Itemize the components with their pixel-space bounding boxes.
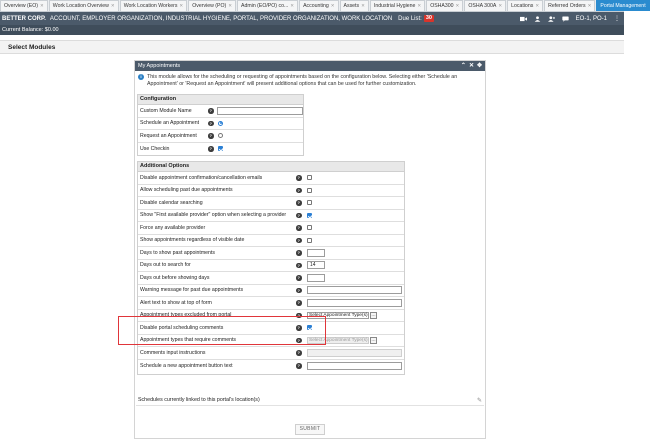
- tab-label: Accounting: [303, 3, 329, 9]
- close-icon[interactable]: ✕: [330, 3, 335, 8]
- section-title: Select Modules: [0, 40, 624, 54]
- help-icon[interactable]: ?: [209, 146, 212, 151]
- excluded-types-select[interactable]: Select Appointment Type(s): [309, 312, 368, 318]
- configuration-box: [137, 94, 304, 156]
- row-label: Disable appointment confirmation/cancellation emails: [140, 174, 263, 181]
- row-label: Show "First available provider" option when selecting a provider: [140, 212, 287, 219]
- tab-label: Overview (EO): [4, 3, 39, 9]
- help-icon[interactable]: ?: [297, 312, 300, 318]
- show-regardless-date-checkbox[interactable]: [307, 238, 312, 243]
- panel-title-bar: [135, 61, 485, 71]
- tab-label: Assets: [343, 3, 360, 9]
- row-label: Force any available provider: [140, 224, 206, 231]
- option-row: [138, 347, 404, 360]
- due-count-badge: 30: [425, 15, 432, 21]
- chevron-up-icon[interactable]: ⌃: [460, 63, 466, 69]
- disable-calendar-search-checkbox[interactable]: [307, 200, 312, 205]
- help-icon[interactable]: ?: [209, 120, 212, 126]
- help-icon[interactable]: ?: [297, 225, 300, 230]
- entity-code: EO-1, PO-1: [575, 15, 607, 22]
- option-row: [138, 247, 404, 260]
- row-label: Comments input instructions: [140, 349, 206, 356]
- linked-schedules-row: [136, 395, 484, 406]
- request-appointment-radio[interactable]: [218, 133, 223, 138]
- tab-label: Locations: [511, 3, 534, 9]
- close-icon[interactable]: ✕: [361, 3, 365, 8]
- move-icon[interactable]: ✥: [476, 63, 482, 69]
- tab-label: Work Location Overview: [52, 3, 109, 9]
- help-icon[interactable]: ?: [297, 363, 300, 368]
- module-panel: [134, 60, 486, 439]
- row-label: Days out before showing days: [140, 274, 210, 281]
- help-icon[interactable]: ?: [297, 325, 300, 330]
- option-row: [138, 260, 404, 273]
- panel-title: My Appointments: [138, 63, 181, 69]
- option-row: [138, 172, 404, 185]
- comments-instructions-input[interactable]: [307, 349, 402, 357]
- info-icon: i: [138, 74, 144, 80]
- allow-past-due-checkbox[interactable]: [307, 188, 312, 193]
- option-row: [138, 185, 404, 198]
- tab-osha300a[interactable]: [464, 0, 506, 11]
- video-icon[interactable]: [520, 16, 527, 22]
- close-icon[interactable]: ✕: [498, 3, 503, 8]
- help-icon[interactable]: ?: [297, 262, 300, 268]
- config-row-module-name: [138, 105, 303, 118]
- more-icon[interactable]: …: [371, 311, 376, 317]
- help-icon[interactable]: ?: [209, 133, 212, 138]
- tab-label: Referred Orders: [548, 3, 586, 9]
- disable-confirmation-emails-checkbox[interactable]: [307, 175, 312, 180]
- more-icon[interactable]: …: [371, 336, 376, 342]
- option-row: [138, 235, 404, 248]
- help-icon[interactable]: ?: [297, 175, 300, 180]
- close-icon[interactable]: ✕: [587, 3, 592, 8]
- new-appointment-button-text-input[interactable]: [307, 362, 402, 370]
- tab-locations[interactable]: [507, 0, 543, 11]
- row-label: Use Checkin: [140, 145, 170, 152]
- tab-label: Overview (PO): [192, 3, 227, 9]
- row-label: Disable portal scheduling comments: [140, 324, 224, 331]
- tab-label: Work Location Workers: [123, 3, 178, 9]
- schedule-appointment-radio[interactable]: [218, 121, 223, 126]
- option-row: [138, 297, 404, 310]
- submit-button[interactable]: SUBMIT: [295, 424, 325, 435]
- days-before-showing-input[interactable]: [307, 274, 325, 282]
- close-icon[interactable]: ✕: [110, 3, 115, 8]
- custom-module-name-input[interactable]: [217, 107, 303, 115]
- tab-work-location-overview[interactable]: [49, 0, 119, 11]
- past-due-warning-input[interactable]: [307, 286, 402, 294]
- tab-label: Portal Management: [600, 3, 646, 9]
- current-balance: Current Balance: $0.00: [0, 25, 624, 35]
- require-comments-types-select[interactable]: Select Appointment Type(s): [309, 337, 368, 343]
- row-label: Schedule a new appointment button text: [140, 362, 233, 369]
- row-label: Allow scheduling past due appointments: [140, 187, 233, 194]
- org-types: ACCOUNT, EMPLOYER ORGANIZATION, INDUSTRIAL HYGIENE, PORTAL, PROVIDER ORGANIZATION, WORK LOCATION: [49, 15, 393, 22]
- info-note: [135, 71, 485, 91]
- config-row-schedule: [138, 118, 303, 131]
- row-label: Custom Module Name: [140, 107, 192, 114]
- close-icon[interactable]: ✕: [40, 3, 44, 8]
- row-label: Days out to search for: [140, 262, 191, 269]
- option-row: [138, 222, 404, 235]
- days-past-appointments-input[interactable]: [307, 249, 325, 257]
- org-name: BETTER CORP.: [2, 15, 46, 22]
- due-list[interactable]: [398, 15, 434, 22]
- tab-industrial-hygiene[interactable]: [370, 0, 425, 11]
- help-icon[interactable]: ?: [297, 300, 300, 305]
- tab-accounting[interactable]: [299, 0, 338, 11]
- close-icon[interactable]: ✕: [417, 3, 422, 8]
- pencil-icon[interactable]: ✎: [476, 398, 482, 404]
- configuration-title: Configuration: [138, 95, 303, 105]
- tab-label: Industrial Hygiene: [373, 3, 416, 9]
- menu-icon[interactable]: ⋮: [614, 16, 620, 22]
- highlight-box: [118, 316, 326, 345]
- tab-assets[interactable]: [340, 0, 369, 11]
- help-icon[interactable]: ?: [297, 275, 300, 280]
- first-available-provider-checkbox[interactable]: [307, 213, 312, 218]
- row-label: Request an Appointment: [140, 132, 197, 139]
- row-label: Disable calendar searching: [140, 199, 203, 206]
- linked-schedules-label: Schedules currently linked to this portal's location(s): [138, 397, 260, 403]
- tab-overview-eo[interactable]: [0, 0, 48, 11]
- force-any-provider-checkbox[interactable]: [307, 225, 312, 230]
- help-icon[interactable]: ?: [297, 337, 300, 343]
- help-icon[interactable]: ?: [297, 187, 300, 193]
- option-row: [138, 197, 404, 210]
- config-row-checkin: [138, 143, 303, 156]
- help-icon[interactable]: ?: [297, 200, 300, 205]
- help-icon[interactable]: ?: [297, 212, 300, 218]
- option-row: [138, 272, 404, 285]
- row-label: Alert text to show at top of form: [140, 299, 212, 306]
- tab-admin[interactable]: [237, 0, 298, 11]
- row-label: Schedule an Appointment: [140, 120, 200, 127]
- help-icon[interactable]: ?: [297, 250, 300, 255]
- close-icon[interactable]: ✕: [290, 3, 295, 8]
- tab-bar: [0, 0, 646, 12]
- tab-portal-management[interactable]: [596, 0, 649, 11]
- due-list-label: Due List:: [398, 15, 422, 22]
- tab-work-location-workers[interactable]: [120, 0, 188, 11]
- entity-header: [0, 12, 624, 25]
- user-add-icon[interactable]: [548, 16, 555, 22]
- row-label: Warning message for past due appointments: [140, 287, 244, 294]
- row-label: Days to show past appointments: [140, 249, 215, 256]
- user-icon[interactable]: [534, 16, 541, 22]
- close-icon[interactable]: ✕: [535, 3, 540, 8]
- help-icon[interactable]: ?: [297, 350, 300, 355]
- help-icon[interactable]: ?: [297, 287, 300, 293]
- additional-options-title: Additional Options: [138, 162, 404, 172]
- tab-overview-po[interactable]: [188, 0, 236, 11]
- config-row-request: [138, 130, 303, 143]
- option-row: [138, 285, 404, 298]
- chat-icon[interactable]: [562, 16, 569, 22]
- row-label: Show appointments regardless of visible date: [140, 237, 245, 244]
- option-row: [138, 210, 404, 223]
- help-icon[interactable]: ?: [209, 108, 212, 113]
- row-label: Appointment types excluded from portal: [140, 312, 232, 319]
- alert-text-input[interactable]: [307, 299, 402, 307]
- info-text: This module allows for the scheduling or requesting of appointments based on the configuration below. Selecting either 'Schedule an Appointment' or 'Request an Appointment' will present additional options that can be used for further customization.: [147, 74, 458, 87]
- close-icon[interactable]: ✕: [228, 3, 232, 8]
- close-icon[interactable]: ✕: [468, 63, 474, 69]
- tab-label: OSHA300: [430, 3, 454, 9]
- tab-label: OSHA 300A: [468, 3, 497, 9]
- tab-label: Admin (EO/PO) co...: [241, 3, 289, 9]
- help-icon[interactable]: ?: [297, 237, 300, 243]
- option-row: [138, 360, 404, 373]
- use-checkin-checkbox[interactable]: [218, 146, 223, 151]
- close-icon[interactable]: ✕: [455, 3, 460, 8]
- close-icon[interactable]: ✕: [179, 3, 184, 8]
- tab-referred-orders[interactable]: [544, 0, 595, 11]
- tab-osha300[interactable]: [426, 0, 463, 11]
- row-label: Appointment types that require comments: [140, 337, 237, 344]
- days-out-search-input[interactable]: 14: [307, 261, 325, 269]
